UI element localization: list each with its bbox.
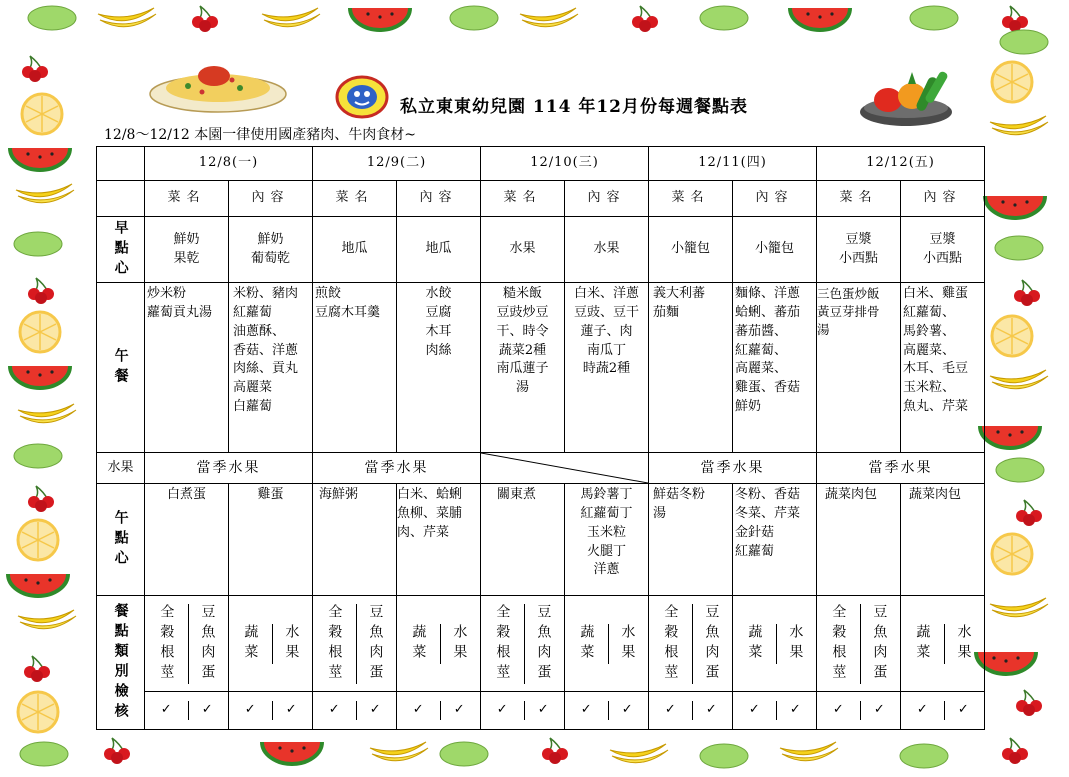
corner-cell <box>97 147 145 181</box>
breakfast-content: 豆漿 小西點 <box>901 217 985 283</box>
breakfast-row-label: 早點心 <box>97 217 145 283</box>
menu-subtitle: 12/8～12/12 本園一律使用國產豬肉、牛肉食材~ <box>104 127 416 143</box>
check-mark: ✓ <box>860 701 899 720</box>
lunch-row-label: 午餐 <box>97 283 145 453</box>
category-grain-cell <box>313 596 397 692</box>
category-veg-cell <box>733 596 817 692</box>
check-mark: ✓ <box>160 702 172 718</box>
snack-content: 冬粉、香菇 冬菜、芹菜 金針菇 紅蘿蔔 <box>733 484 817 596</box>
lunch-content: 水餃 豆腐 木耳 肉絲 <box>397 283 481 453</box>
category-grain: 全穀根莖 <box>494 603 511 684</box>
date-header-row <box>97 147 985 181</box>
check-mark: ✓ <box>776 701 815 720</box>
snack-dish: 海鮮粥 <box>313 484 397 596</box>
category-veg-cell <box>229 596 313 692</box>
content-column-header: 內容 <box>565 181 649 217</box>
snack-content: 雞蛋 <box>229 484 313 596</box>
breakfast-dish: 水果 <box>481 217 565 283</box>
category-grain-cell <box>145 596 229 692</box>
breakfast-dish: 小籠包 <box>649 217 733 283</box>
pasta-dish-illustration <box>148 58 288 114</box>
snack-content: 蔬菜肉包 <box>901 484 985 596</box>
category-grain-cell <box>649 596 733 692</box>
check-cell <box>817 692 901 730</box>
check-mark: ✓ <box>580 702 592 718</box>
fruit-cell: 當季水果 <box>313 453 481 484</box>
category-fruit: 水果 <box>955 623 972 664</box>
check-mark: ✓ <box>188 701 227 720</box>
category-grain: 全穀根莖 <box>326 603 343 684</box>
vegetable-dish-illustration <box>858 60 954 130</box>
check-mark: ✓ <box>328 702 340 718</box>
school-logo <box>335 75 389 119</box>
category-fruit: 水果 <box>787 623 804 664</box>
check-mark: ✓ <box>664 702 676 718</box>
snack-dish: 關東煮 <box>481 484 565 596</box>
category-protein: 豆魚肉蛋 <box>871 603 888 684</box>
fruit-cell: 當季水果 <box>145 453 313 484</box>
category-protein: 豆魚肉蛋 <box>367 603 384 684</box>
category-fruit: 水果 <box>451 623 468 664</box>
lunch-dish: 炒米粉 蘿蔔貢丸湯 <box>145 283 229 453</box>
snack-row-label: 午點心 <box>97 484 145 596</box>
column-header-row <box>97 181 985 217</box>
category-veg-cell <box>565 596 649 692</box>
dish-column-header: 菜名 <box>649 181 733 217</box>
breakfast-content: 水果 <box>565 217 649 283</box>
check-cell <box>733 692 817 730</box>
content-column-header: 內容 <box>229 181 313 217</box>
check-mark: ✓ <box>272 701 311 720</box>
category-grain-cell <box>481 596 565 692</box>
category-vegetable: 蔬菜 <box>242 623 259 664</box>
check-cell <box>313 692 397 730</box>
dish-column-header: 菜名 <box>145 181 229 217</box>
lunch-content: 麵條、洋蔥 蛤蜊、蕃茄 蕃茄醬、 紅蘿蔔、 高麗菜、 雞蛋、香菇 鮮奶 <box>733 283 817 453</box>
breakfast-content: 鮮奶 葡萄乾 <box>229 217 313 283</box>
category-grain: 全穀根莖 <box>158 603 175 684</box>
category-protein: 豆魚肉蛋 <box>703 603 720 684</box>
dish-column-header: 菜名 <box>817 181 901 217</box>
content-column-header: 內容 <box>397 181 481 217</box>
check-cell <box>145 692 229 730</box>
check-cell <box>901 692 985 730</box>
date-header: 12/8(一) <box>145 147 313 181</box>
lunch-dish: 糙米飯 豆豉炒豆 干、時令 蔬菜2種 南瓜蓮子 湯 <box>481 283 565 453</box>
check-cell <box>649 692 733 730</box>
check-mark: ✓ <box>832 702 844 718</box>
check-cell <box>565 692 649 730</box>
category-row-label: 餐點類別檢核 <box>97 596 145 730</box>
check-mark: ✓ <box>496 702 508 718</box>
fruit-cell-empty <box>481 453 649 484</box>
snack-dish: 鮮菇冬粉 湯 <box>649 484 733 596</box>
breakfast-content: 地瓜 <box>397 217 481 283</box>
check-mark: ✓ <box>916 702 928 718</box>
category-vegetable: 蔬菜 <box>914 623 931 664</box>
check-mark: ✓ <box>608 701 647 720</box>
snack-row <box>97 484 985 596</box>
category-vegetable: 蔬菜 <box>410 623 427 664</box>
check-mark: ✓ <box>524 701 563 720</box>
fruit-cell: 當季水果 <box>649 453 817 484</box>
breakfast-content: 小籠包 <box>733 217 817 283</box>
lunch-content: 白米、洋蔥 豆豉、豆干 蓮子、肉 南瓜丁 時蔬2種 <box>565 283 649 453</box>
date-header: 12/10(三) <box>481 147 649 181</box>
category-fruit: 水果 <box>283 623 300 664</box>
category-grain: 全穀根莖 <box>662 603 679 684</box>
content-column-header: 內容 <box>733 181 817 217</box>
check-cell <box>229 692 313 730</box>
breakfast-dish: 豆漿 小西點 <box>817 217 901 283</box>
lunch-dish: 義大利蕃 茄麵 <box>649 283 733 453</box>
page-title: 私立東東幼兒園 114 年12月份每週餐點表 <box>400 97 748 117</box>
category-grain-cell <box>817 596 901 692</box>
snack-content: 馬鈴薯丁 紅蘿蔔丁 玉米粒 火腿丁 洋蔥 <box>565 484 649 596</box>
category-protein: 豆魚肉蛋 <box>535 603 552 684</box>
breakfast-dish: 地瓜 <box>313 217 397 283</box>
lunch-content: 白米、雞蛋 紅蘿蔔、 馬鈴薯、 高麗菜、 木耳、毛豆 玉米粒、 魚丸、芹菜 <box>901 283 985 453</box>
corner-cell <box>97 181 145 217</box>
snack-dish: 蔬菜肉包 <box>817 484 901 596</box>
category-protein: 豆魚肉蛋 <box>199 603 216 684</box>
checkmark-row <box>97 692 985 730</box>
dish-column-header: 菜名 <box>481 181 565 217</box>
category-veg-cell <box>397 596 481 692</box>
lunch-content: 米粉、豬肉 紅蘿蔔 油蔥酥、 香菇、洋蔥 肉絲、貢丸 高麗菜 白蘿蔔 <box>229 283 313 453</box>
check-cell <box>481 692 565 730</box>
content-column-header: 內容 <box>901 181 985 217</box>
category-vegetable: 蔬菜 <box>746 623 763 664</box>
category-vegetable: 蔬菜 <box>578 623 595 664</box>
category-grain: 全穀根莖 <box>830 603 847 684</box>
lunch-row <box>97 283 985 453</box>
breakfast-dish: 鮮奶 果乾 <box>145 217 229 283</box>
dish-column-header: 菜名 <box>313 181 397 217</box>
lunch-dish: 三色蛋炒飯 黃豆芽排骨 湯 <box>817 283 901 453</box>
snack-content: 白米、蛤蜊 魚柳、菜脯 肉、芹菜 <box>397 484 481 596</box>
lunch-dish: 煎餃 豆腐木耳羹 <box>313 283 397 453</box>
weekly-menu-table <box>96 146 985 730</box>
check-mark: ✓ <box>412 702 424 718</box>
fruit-cell: 當季水果 <box>817 453 985 484</box>
fruit-row <box>97 453 985 484</box>
fruit-row-label: 水果 <box>97 453 145 484</box>
category-veg-cell <box>901 596 985 692</box>
date-header: 12/9(二) <box>313 147 481 181</box>
check-mark: ✓ <box>244 702 256 718</box>
check-mark: ✓ <box>692 701 731 720</box>
check-cell <box>397 692 481 730</box>
check-mark: ✓ <box>440 701 479 720</box>
date-header: 12/11(四) <box>649 147 817 181</box>
diagonal-slash <box>481 453 648 483</box>
snack-dish: 白煮蛋 <box>145 484 229 596</box>
check-mark: ✓ <box>944 701 983 720</box>
category-fruit: 水果 <box>619 623 636 664</box>
date-header: 12/12(五) <box>817 147 985 181</box>
check-mark: ✓ <box>748 702 760 718</box>
category-row <box>97 596 985 692</box>
breakfast-row <box>97 217 985 283</box>
check-mark: ✓ <box>356 701 395 720</box>
